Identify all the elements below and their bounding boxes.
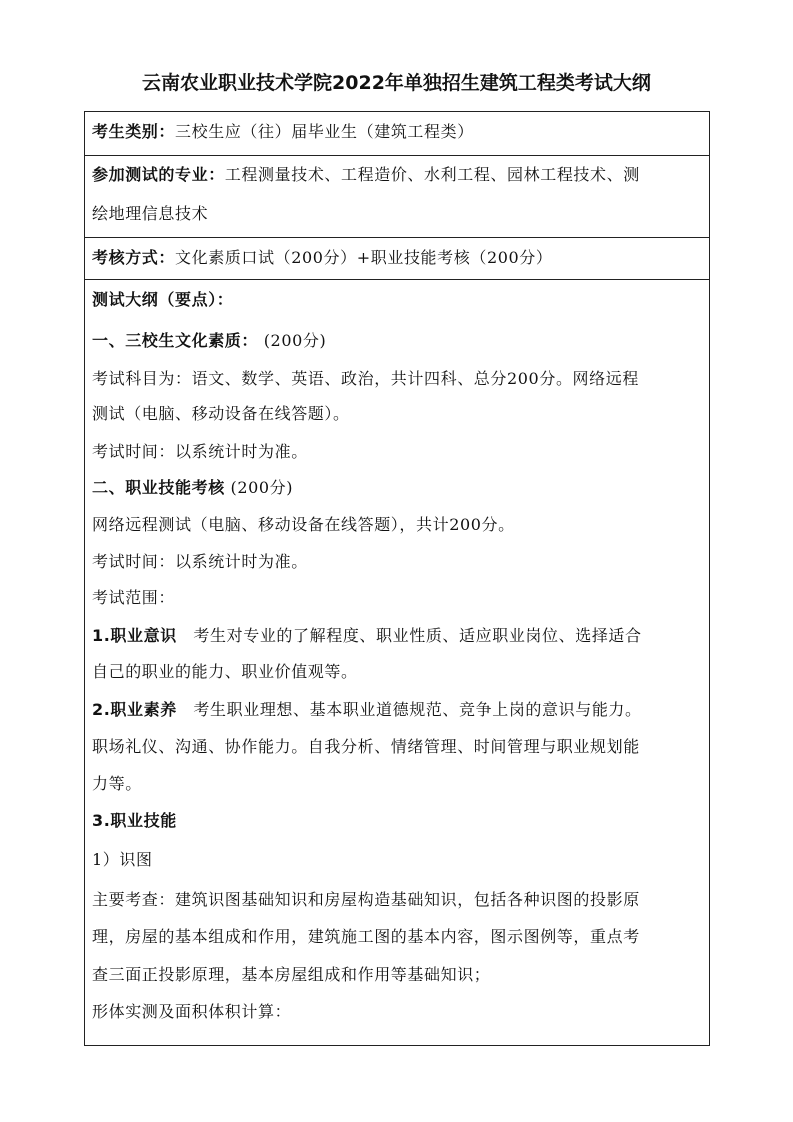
section1-score: (200分) bbox=[258, 331, 327, 350]
item2-text: 考生职业理想、基本职业道德规范、竞争上岗的意识与能力。 bbox=[176, 700, 642, 719]
category-value: 三校生应（往）届毕业生（建筑工程类） bbox=[175, 122, 474, 141]
section2-title: 二、职业技能考核 bbox=[92, 478, 225, 497]
scope-label: 考试范围： bbox=[92, 588, 176, 607]
method-label: 考核方式： bbox=[92, 248, 176, 267]
section1-text: 测试（电脑、移动设备在线答题）。 bbox=[92, 404, 350, 423]
category-label: 考生类别： bbox=[92, 122, 176, 141]
row-divider bbox=[84, 237, 710, 238]
document-title: 云南农业职业技术学院2022年单独招生建筑工程类考试大纲 bbox=[142, 72, 651, 94]
sub1-title: 1）识图 bbox=[92, 850, 153, 869]
section2-heading bbox=[92, 478, 707, 498]
section1-title: 一、三校生文化素质： bbox=[92, 331, 259, 350]
row-divider bbox=[84, 279, 710, 280]
majors-value: 工程测量技术、工程造价、水利工程、园林工程技术、测 bbox=[224, 165, 640, 184]
section1-time: 考试时间：以系统计时为准。 bbox=[92, 442, 308, 461]
row-divider bbox=[84, 155, 710, 156]
item1-text: 自己的职业的能力、职业价值观等。 bbox=[92, 662, 358, 681]
sub1-text: 形体实测及面积体积计算： bbox=[92, 1002, 292, 1021]
section2-time: 考试时间：以系统计时为准。 bbox=[92, 552, 308, 571]
item3-title: 3.职业技能 bbox=[92, 811, 177, 830]
item1 bbox=[92, 626, 707, 646]
row-method bbox=[92, 248, 707, 268]
majors-value-cont: 绘地理信息技术 bbox=[92, 204, 209, 223]
sub1-text: 理，房屋的基本组成和作用，建筑施工图的基本内容，图示图例等，重点考 bbox=[92, 927, 640, 946]
sub1-text: 主要考查：建筑识图基础知识和房屋构造基础知识，包括各种识图的投影原 bbox=[92, 890, 640, 909]
item1-title: 1.职业意识 bbox=[92, 626, 177, 645]
item2-text: 力等。 bbox=[92, 774, 142, 793]
method-value: 文化素质口试（200分）+职业技能考核（200分） bbox=[175, 248, 553, 267]
section2-text: 网络远程测试（电脑、移动设备在线答题），共计200分。 bbox=[92, 515, 515, 534]
section2-score: (200分) bbox=[224, 478, 294, 497]
item1-text: 考生对专业的了解程度、职业性质、适应职业岗位、选择适合 bbox=[176, 626, 642, 645]
item2-text: 职场礼仪、沟通、协作能力。自我分析、情绪管理、时间管理与职业规划能 bbox=[92, 737, 640, 756]
item2-title: 2.职业素养 bbox=[92, 700, 177, 719]
majors-label: 参加测试的专业： bbox=[92, 165, 225, 184]
item2 bbox=[92, 700, 707, 720]
outline-heading: 测试大纲（要点）： bbox=[92, 290, 234, 309]
row-category bbox=[92, 122, 707, 142]
section1-text: 考试科目为：语文、数学、英语、政治，共计四科、总分200分。网络远程 bbox=[92, 369, 639, 388]
sub1-text: 查三面正投影原理，基本房屋组成和作用等基础知识； bbox=[92, 965, 491, 984]
row-majors bbox=[92, 165, 707, 185]
section1-heading bbox=[92, 331, 707, 351]
